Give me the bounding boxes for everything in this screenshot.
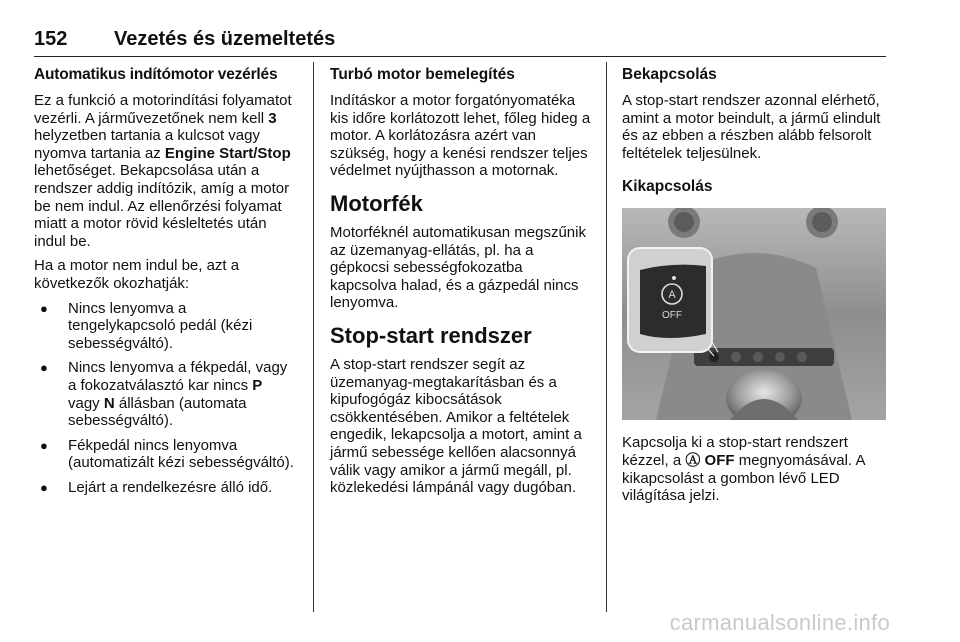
column-2 [330,66,592,504]
section-heading-large: Stop-start rendszer [330,322,532,348]
dashboard-illustration [622,208,886,420]
page-number: 152 [34,28,68,50]
paragraph: A stop-start rendszer segít az üzemanyag-megtakarításban és a kipufogógáz kibocsátások csökkentésében. Amikor a feltételek engedik, lekapcsolja a motort, amint a jármű sebessége kellően alacsonnyá válik vagy amikor a jármű megáll, pl. közlekedési lámpánál vagy dugóban. [330,355,582,497]
bullet-list [34,300,296,497]
list-item: ● Nincs lenyomva a fékpedál, vagy a fokozatválasztó kar nincs P vagy N állásban (automata sebességváltó). [68,359,296,429]
section-heading: Bekapcsolás [622,66,717,83]
paragraph: Motorféknél automatikusan megszűnik az üzemanyag-ellátás, pl. ha a gépkocsi sebességfokozatba kapcsolva halad, és a gázpedál nincs lenyomva. [330,223,586,312]
column-3 [622,66,886,512]
paragraph: Kapcsolja ki a stop-start rendszert kézzel, a Ⓐ OFF megnyomásával. A kikapcsolást a gombon lévő LED világítása jelzi. [622,434,865,505]
list-item: ● Lejárt a rendelkezésre álló idő. [68,479,296,497]
column-divider [313,62,314,612]
list-item: ● Fékpedál nincs lenyomva (automatizált kézi sebességváltó). [68,437,296,472]
svg-text:A: A [668,289,676,302]
paragraph: A stop-start rendszer azonnal elérhető, amint a motor beindult, a jármű elindult és az ebben a részben alább felsorolt feltételek teljesülnek. [622,92,881,162]
section-heading: Kikapcsolás [622,178,713,196]
watermark: carmanualsonline.info [669,610,890,635]
section-heading-large: Motorfék [330,190,423,216]
list-item: ● Nincs lenyomva a tengelykapcsoló pedál (kézi sebességváltó). [68,300,296,353]
stop-start-button-photo [622,208,886,420]
column-divider [606,62,607,612]
chapter-title: Vezetés és üzemeltetés [114,28,336,50]
section-heading: Turbó motor bemelegítés [330,66,515,83]
page-header [34,28,886,57]
paragraph: Indításkor a motor forgatónyomatéka kis időre korlátozott lehet, főleg hideg a motor. A korlátozásra azért van szükség, hogy a kenési rendszer teljes védelmet nyújthasson a motornak. [330,92,591,180]
column-1 [34,66,296,503]
paragraph: Ez a funkció a motorindítási folyamatot vezérli. A járművezetőnek nem kell 3 helyzetben tartania a kulcsot vagy nyomva tartania az Engine Start/Stop lehetőséget. Bekapcsolása után a rendszer addig indítózik, amíg a motor be nem indul. Az ellenőrzési folyamat miatt a motor rövid késleltetés után indul be. [34,92,292,250]
svg-text:OFF: OFF [662,310,682,322]
paragraph: Ha a motor nem indul be, azt a következők okozhatják: [34,257,240,292]
section-heading: Automatikus indítómotor vezérlés [34,66,278,83]
